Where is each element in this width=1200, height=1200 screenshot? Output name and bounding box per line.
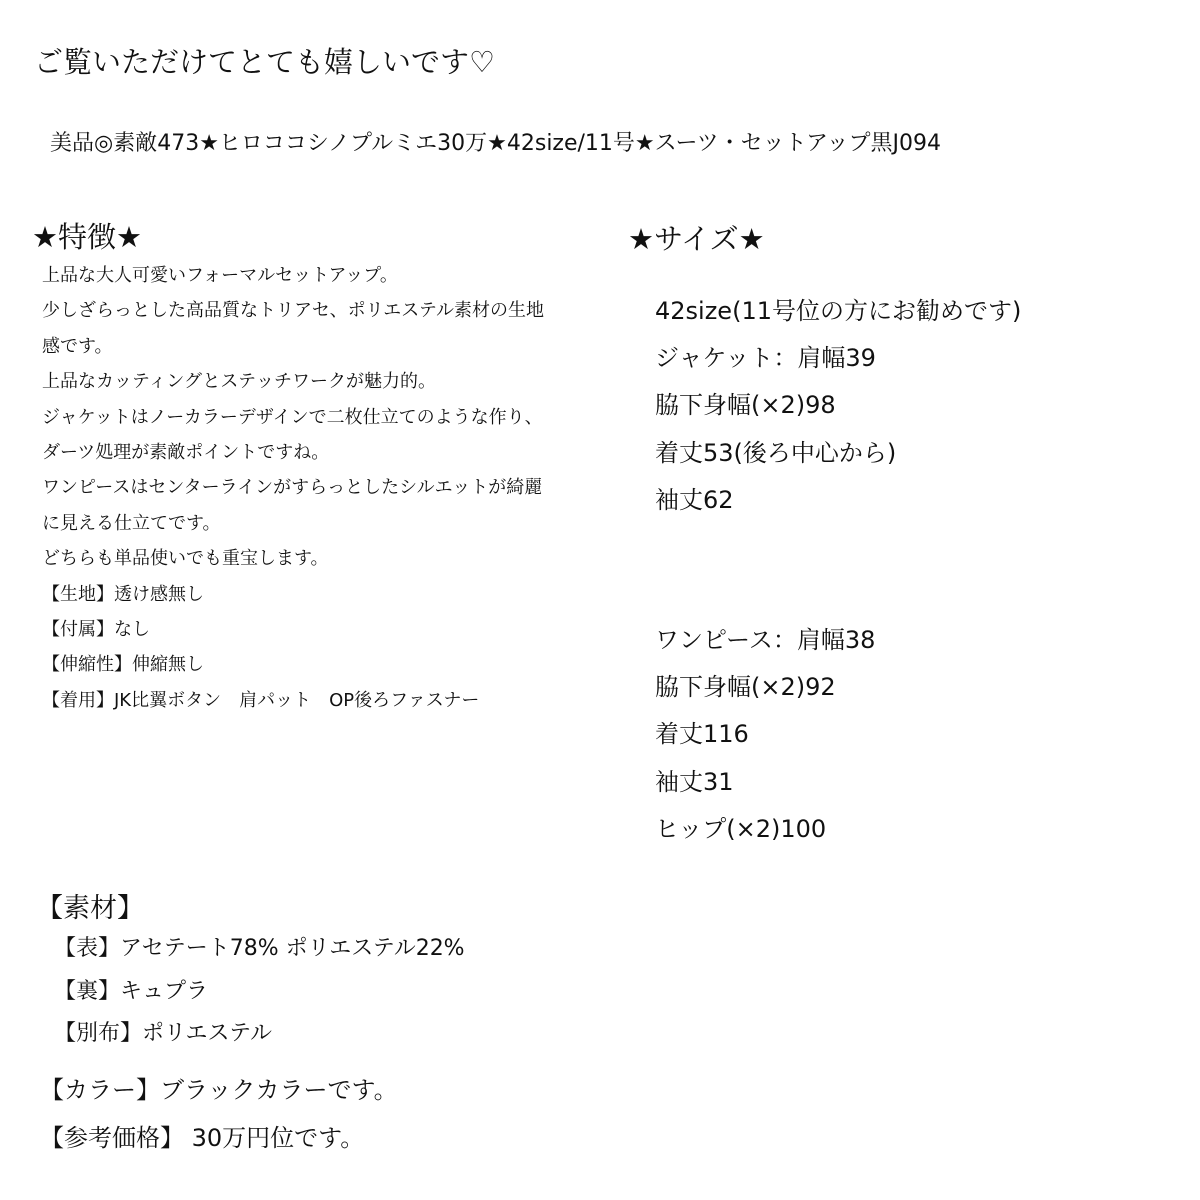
feature-line: どちらも単品使いでも重宝します。 <box>42 548 329 570</box>
material-line: 【表】アセテート78% ポリエステル22% <box>54 936 465 961</box>
product-title: 美品◎素敵473★ヒロココシノプルミエ30万★42size/11号★スーツ・セットアップ黒J094 <box>50 131 941 156</box>
jacket-size-list <box>655 288 1021 524</box>
size-line: 42size(11号位の方にお勧めです) <box>655 297 1022 325</box>
material-heading: 【素材】 <box>36 893 144 924</box>
size-line: 袖丈31 <box>655 767 734 796</box>
greeting-text: ご覧いただけてとても嬉しいです♡ <box>34 45 495 79</box>
material-list <box>54 928 465 1056</box>
price-line: 【参考価格】 30万円位です。 <box>40 1124 365 1152</box>
feature-line: 【伸縮性】伸縮無し <box>42 654 204 676</box>
feature-line: ダーツ処理が素敵ポイントですね。 <box>42 442 330 464</box>
features-heading: ★特徴★ <box>32 220 142 254</box>
size-line: ワンピース：肩幅38 <box>655 626 876 654</box>
size-line: 脇下身幅(×2)98 <box>655 391 836 420</box>
feature-line: 【着用】JK比翼ボタン 肩パット OP後ろファスナー <box>42 689 480 711</box>
size-line: ヒップ(×2)100 <box>655 814 827 843</box>
feature-line: 上品なカッティングとステッチワークが魅力的。 <box>42 371 437 393</box>
size-line: 着丈116 <box>655 720 749 749</box>
feature-line: 上品な大人可愛いフォーマルセットアップ。 <box>42 265 398 286</box>
feature-line: 少しざらっとした高品質なトリアセ、ポリエステル素材の生地 <box>42 300 545 322</box>
feature-line: 【生地】透け感無し <box>42 583 204 605</box>
size-line: ジャケット：肩幅39 <box>655 344 876 373</box>
color-line: 【カラー】ブラックカラーです。 <box>40 1076 398 1104</box>
feature-line: ジャケットはノーカラーデザインで二枚仕立てのような作り、 <box>42 406 543 428</box>
features-list <box>42 258 544 718</box>
dress-size-list <box>655 617 875 853</box>
feature-line: 【付属】なし <box>42 619 150 641</box>
feature-line: ワンピースはセンターラインがすらっとしたシルエットが綺麗 <box>42 477 543 499</box>
size-heading: ★サイズ★ <box>628 222 765 256</box>
material-line: 【別布】ポリエステル <box>54 1021 273 1046</box>
size-line: 脇下身幅(×2)92 <box>655 673 836 702</box>
size-line: 着丈53(後ろ中心から) <box>655 438 897 467</box>
feature-line: に見える仕立てです。 <box>42 512 221 534</box>
material-line: 【裏】キュプラ <box>54 978 209 1004</box>
feature-line: 感です。 <box>42 335 113 357</box>
size-line: 袖丈62 <box>655 485 734 514</box>
